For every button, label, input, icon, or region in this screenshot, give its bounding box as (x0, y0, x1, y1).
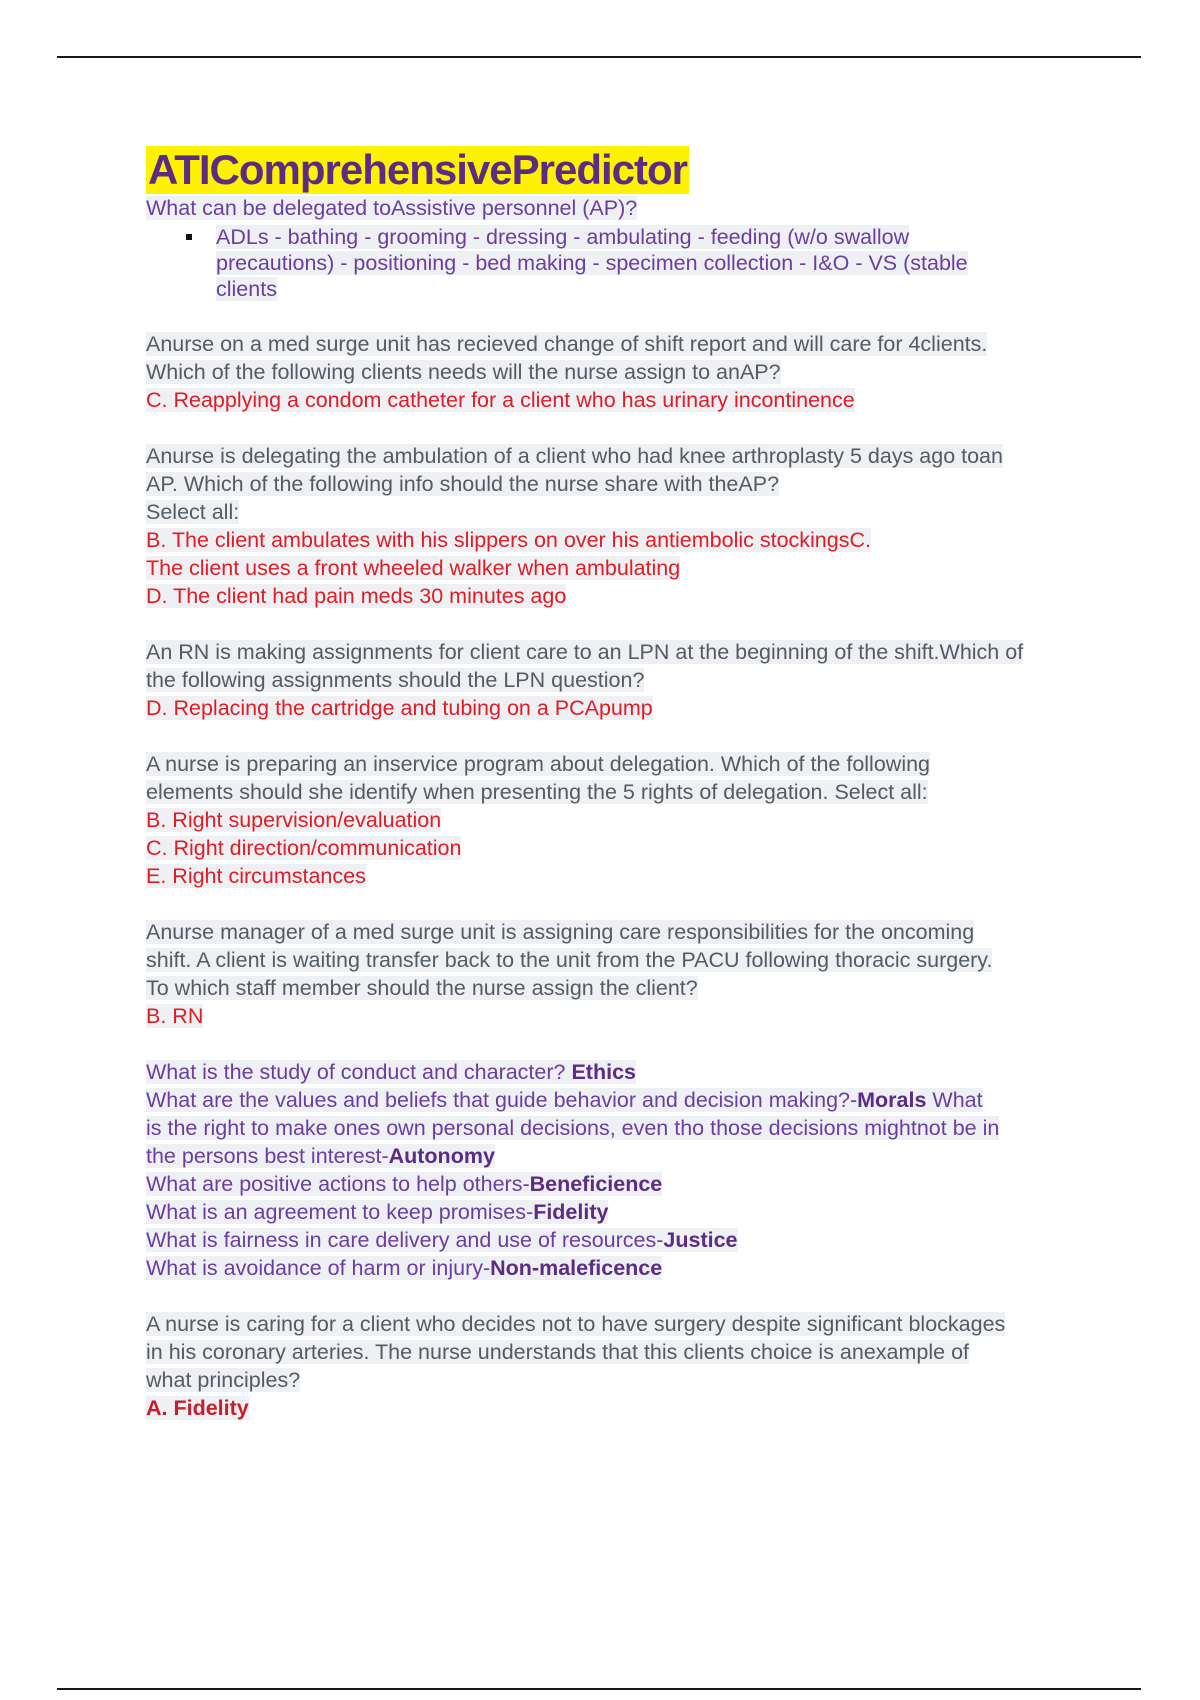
intro-question: What can be delegated toAssistive personnel (AP)? (146, 196, 638, 220)
question-line: To which staff member should the nurse assign the client? (146, 976, 698, 1000)
top-rule (57, 56, 1141, 58)
question-line: An RN is making assignments for client care to an LPN at the beginning of the shift.Which of (146, 640, 1024, 664)
answer-line: The client uses a front wheeled walker when ambulating (146, 556, 681, 580)
definition-line: What are the values and beliefs that guide behavior and decision making?-Morals What (146, 1088, 983, 1112)
intro-bullet-list (146, 224, 1106, 302)
list-item: clients (216, 277, 277, 301)
question-line: what principles? (146, 1368, 301, 1392)
question-5 (146, 918, 1106, 1030)
question-line: Select all: (146, 500, 240, 524)
definition-line: is the right to make ones own personal decisions, even tho those decisions mightnot be in (146, 1116, 1000, 1140)
question-line: Which of the following clients needs will the nurse assign to anAP? (146, 360, 781, 384)
answer-line: A. Fidelity (146, 1396, 249, 1420)
question-line: Anurse is delegating the ambulation of a client who had knee arthroplasty 5 days ago toan (146, 444, 1003, 468)
definition-line: What is an agreement to keep promises-Fidelity (146, 1200, 609, 1224)
question-1 (146, 330, 1106, 414)
question-6 (146, 1310, 1106, 1422)
question-2 (146, 442, 1106, 610)
question-line: Anurse manager of a med surge unit is assigning care responsibilities for the oncoming (146, 920, 975, 944)
question-line: elements should she identify when presenting the 5 rights of delegation. Select all: (146, 780, 928, 804)
answer-line: B. The client ambulates with his slippers on over his antiembolic stockingsC. (146, 528, 871, 552)
definition-line: What is the study of conduct and character? Ethics (146, 1060, 636, 1084)
question-4 (146, 750, 1106, 890)
definition-line: the persons best interest-Autonomy (146, 1144, 495, 1168)
ethics-definitions (146, 1058, 1106, 1282)
bullet-icon (186, 234, 192, 240)
page-title: ATIComprehensivePredictor (148, 146, 688, 193)
question-line: A nurse is preparing an inservice program about delegation. Which of the following (146, 752, 931, 776)
answer-line: C. Reapplying a condom catheter for a client who has urinary incontinence (146, 388, 855, 412)
answer-line: C. Right direction/communication (146, 836, 462, 860)
document-body (146, 146, 1106, 1422)
definition-line: What is avoidance of harm or injury-Non-maleficence (146, 1256, 663, 1280)
question-3 (146, 638, 1106, 722)
answer-line: D. Replacing the cartridge and tubing on a PCApump (146, 696, 653, 720)
answer-line: D. The client had pain meds 30 minutes ago (146, 584, 567, 608)
question-line: shift. A client is waiting transfer back to the unit from the PACU following thoracic surgery. (146, 948, 993, 972)
definition-line: What are positive actions to help others-Beneficience (146, 1172, 663, 1196)
answer-line: B. RN (146, 1004, 204, 1028)
list-item: ADLs - bathing - grooming - dressing - ambulating - feeding (w/o swallow (146, 224, 1106, 250)
question-line: the following assignments should the LPN question? (146, 668, 645, 692)
definition-line: What is fairness in care delivery and use of resources-Justice (146, 1228, 738, 1252)
list-item: precautions) - positioning - bed making - specimen collection - I&O - VS (stable (216, 251, 968, 275)
question-line: in his coronary arteries. The nurse understands that this clients choice is anexample of (146, 1340, 970, 1364)
question-line: A nurse is caring for a client who decides not to have surgery despite significant blockages (146, 1312, 1006, 1336)
page-title-wrap (146, 146, 1106, 194)
bottom-rule (57, 1688, 1141, 1690)
question-line: Anurse on a med surge unit has recieved change of shift report and will care for 4clients. (146, 332, 988, 356)
answer-line: E. Right circumstances (146, 864, 366, 888)
question-line: AP. Which of the following info should the nurse share with theAP? (146, 472, 780, 496)
answer-line: B. Right supervision/evaluation (146, 808, 442, 832)
